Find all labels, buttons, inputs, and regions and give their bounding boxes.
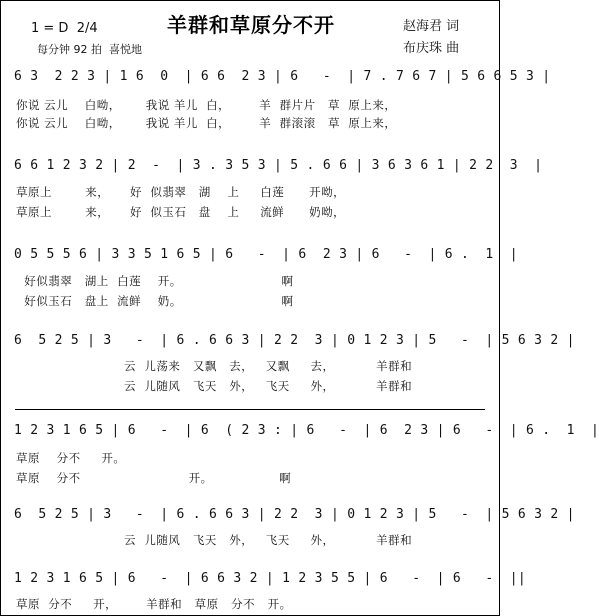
volta-bracket <box>15 409 485 410</box>
lyric-line: 好似翡翠 湖上 白莲 开。 啊 <box>16 274 294 288</box>
lyric-line: 云 儿随风 飞天 外， 飞天 外， 羊群和 <box>16 533 413 547</box>
lyric-line: 草原上 来， 好 似玉石 盘 上 流鲜 奶呦， <box>16 205 346 219</box>
lyric-line: 草原上 来， 好 似翡翠 湖 上 白莲 开呦， <box>16 185 346 199</box>
notation-line: 1 2 3 1 6 5 | 6 - | 6 ( 2 3 : | 6 - | 6 2 3 | 6 - | 6 . 1 | <box>14 423 599 438</box>
tempo-marking: 每分钟 92 拍 喜悦地 <box>37 43 142 56</box>
composer-credit: 布庆珠 曲 <box>403 41 460 56</box>
notation-line: 6 5 2 5 | 3 - | 6 . 6 6 3 | 2 2 3 | 0 1 2 3 | 5 - | 5 6 3 2 | <box>14 333 575 348</box>
lyric-line: 草原 分不 开， 羊群和 草原 分不 开。 <box>16 597 292 611</box>
notation-line: 6 3 2 2 3 | 1 6 0 | 6 6 2 3 | 6 - | 7 . 7 6 7 | 5 6 6 5 3 | <box>14 69 551 84</box>
lyric-line: 你说 云儿 白呦， 我说 羊儿 白， 羊 群滚滚 草 原上来， <box>16 116 397 130</box>
lyric-line: 云 儿随风 飞天 外， 飞天 外， 羊群和 <box>16 379 413 393</box>
notation-line: 0 5 5 5 6 | 3 3 5 1 6 5 | 6 - | 6 2 3 | 6 - | 6 . 1 | <box>14 247 518 262</box>
notation-line: 6 6 1 2 3 2 | 2 - | 3 . 3 5 3 | 5 . 6 6 | 3 6 3 6 1 | 2 2 3 | <box>14 158 543 173</box>
lyric-line: 好似玉石 盘上 流鲜 奶。 啊 <box>16 294 294 308</box>
key-signature: 1 = D 2/4 <box>31 21 98 36</box>
lyricist-credit: 赵海君 词 <box>403 19 460 34</box>
notation-line: 1 2 3 1 6 5 | 6 - | 6 6 3 2 | 1 2 3 5 5 | 6 - | 6 - || <box>14 571 526 586</box>
lyric-line: 你说 云儿 白呦， 我说 羊儿 白， 羊 群片片 草 原上来， <box>16 98 397 112</box>
lyric-line: 草原 分不 开。 啊 <box>16 471 292 485</box>
lyric-line: 云 儿荡来 又飘 去， 又飘 去， 羊群和 <box>16 359 413 373</box>
notation-line: 6 5 2 5 | 3 - | 6 . 6 6 3 | 2 2 3 | 0 1 2 3 | 5 - | 5 6 3 2 | <box>14 507 575 522</box>
lyric-line: 草原 分不 开。 <box>16 451 126 465</box>
song-title: 羊群和草原分不开 <box>167 13 335 37</box>
